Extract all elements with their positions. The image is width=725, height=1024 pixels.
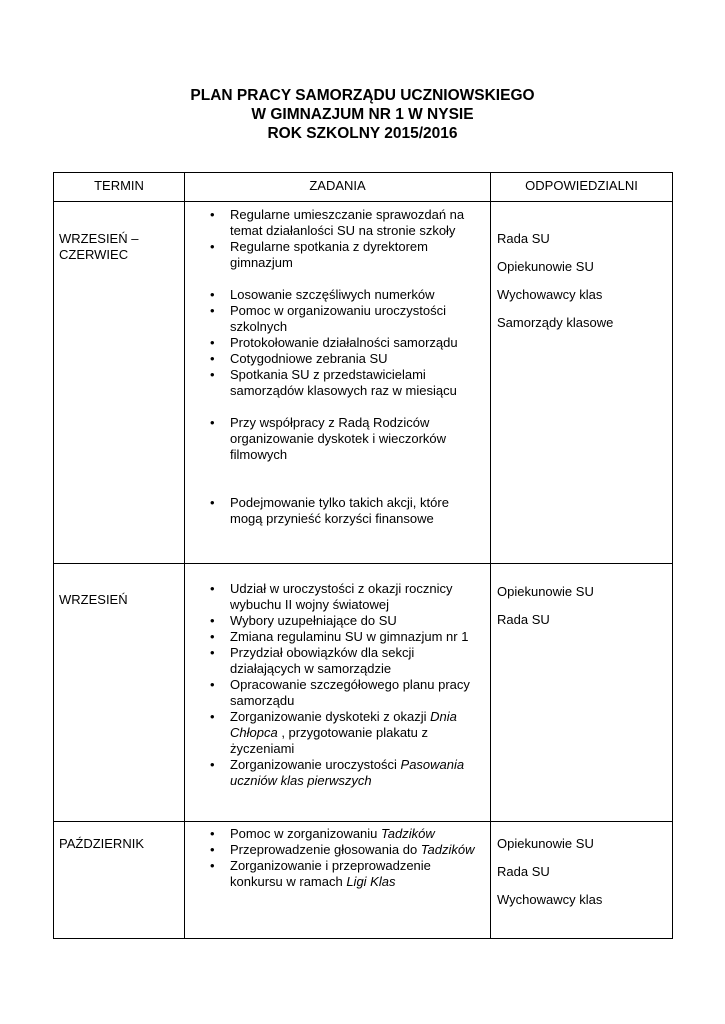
work-plan-table <box>53 172 673 939</box>
list-item: • Przy współpracy z Radą Rodziców organizowanie dyskotek i wieczorków filmowych <box>185 415 482 463</box>
list-item: • Regularne spotkania z dyrektorem gimnazjum <box>185 239 482 271</box>
table-header-row <box>54 173 673 202</box>
responsible-cell <box>491 564 673 822</box>
list-item: • Udział w uroczystości z okazji rocznicy wybuchu II wojny światowej <box>185 581 482 613</box>
list-item: • Protokołowanie działalności samorządu <box>185 335 482 351</box>
list-item: • Zorganizowanie i przeprowadzenie konkursu w ramach Ligi Klas <box>185 858 482 890</box>
list-item: • Zorganizowanie dyskoteki z okazji Dnia Chłopca , przygotowanie plakatu z życzeniami <box>185 709 482 757</box>
list-item: • Zorganizowanie uroczystości Pasowania uczniów klas pierwszych <box>185 757 482 789</box>
responsible-cell <box>491 202 673 564</box>
task-list <box>185 826 490 890</box>
responsible-item: Wychowawcy klas <box>497 892 603 907</box>
responsible-item: Opiekunowie SU <box>497 836 594 851</box>
tasks-cell <box>185 564 491 822</box>
responsible-item: Wychowawcy klas <box>497 287 603 302</box>
tasks-cell <box>185 822 491 939</box>
header-termin: TERMIN <box>54 173 185 202</box>
list-item: • Przeprowadzenie głosowania do Tadzików <box>185 842 482 858</box>
responsible-item: Rada SU <box>497 864 550 879</box>
list-item: • Spotkania SU z przedstawicielami samorządów klasowych raz w miesiącu <box>185 367 482 399</box>
task-list <box>185 207 490 527</box>
list-item: • Regularne umieszczanie sprawozdań na temat działanlości SU na stronie szkoły <box>185 207 482 239</box>
task-list <box>185 581 490 789</box>
list-item: • Zmiana regulaminu SU w gimnazjum nr 1 <box>185 629 482 645</box>
list-item: • Pomoc w organizowaniu uroczystości szkolnych <box>185 303 482 335</box>
responsible-item: Samorządy klasowe <box>497 315 614 330</box>
header-zadania: ZADANIA <box>185 173 491 202</box>
term-cell: WRZESIEŃ – CZERWIEC <box>54 202 185 564</box>
title-line-1: PLAN PRACY SAMORZĄDU UCZNIOWSKIEGO <box>190 87 535 104</box>
list-item: • Przydział obowiązków dla sekcji działających w samorządzie <box>185 645 482 677</box>
list-item: • Cotygodniowe zebrania SU <box>185 351 482 367</box>
responsible-item: Rada SU <box>497 612 550 627</box>
table-row <box>54 822 673 939</box>
title-line-3: ROK SZKOLNY 2015/2016 <box>267 125 458 142</box>
list-item: • Wybory uzupełniające do SU <box>185 613 482 629</box>
term-cell: WRZESIEŃ <box>54 564 185 822</box>
responsible-cell <box>491 822 673 939</box>
responsible-item: Rada SU <box>497 231 550 246</box>
responsible-item: Opiekunowie SU <box>497 259 594 274</box>
table-row <box>54 202 673 564</box>
list-item: • Losowanie szczęśliwych numerków <box>185 287 482 303</box>
responsible-item: Opiekunowie SU <box>497 584 594 599</box>
list-item: • Opracowanie szczegółowego planu pracy samorządu <box>185 677 482 709</box>
term-cell: PAŹDZIERNIK <box>54 822 185 939</box>
table-row <box>54 564 673 822</box>
list-item: • Pomoc w zorganizowaniu Tadzików <box>185 826 482 842</box>
document-title <box>0 86 725 143</box>
header-odpowiedzialni: ODPOWIEDZIALNI <box>491 173 673 202</box>
title-line-2: W GIMNAZJUM NR 1 W NYSIE <box>251 106 474 123</box>
list-item: • Podejmowanie tylko takich akcji, które mogą przynieść korzyści finansowe <box>185 495 482 527</box>
tasks-cell <box>185 202 491 564</box>
